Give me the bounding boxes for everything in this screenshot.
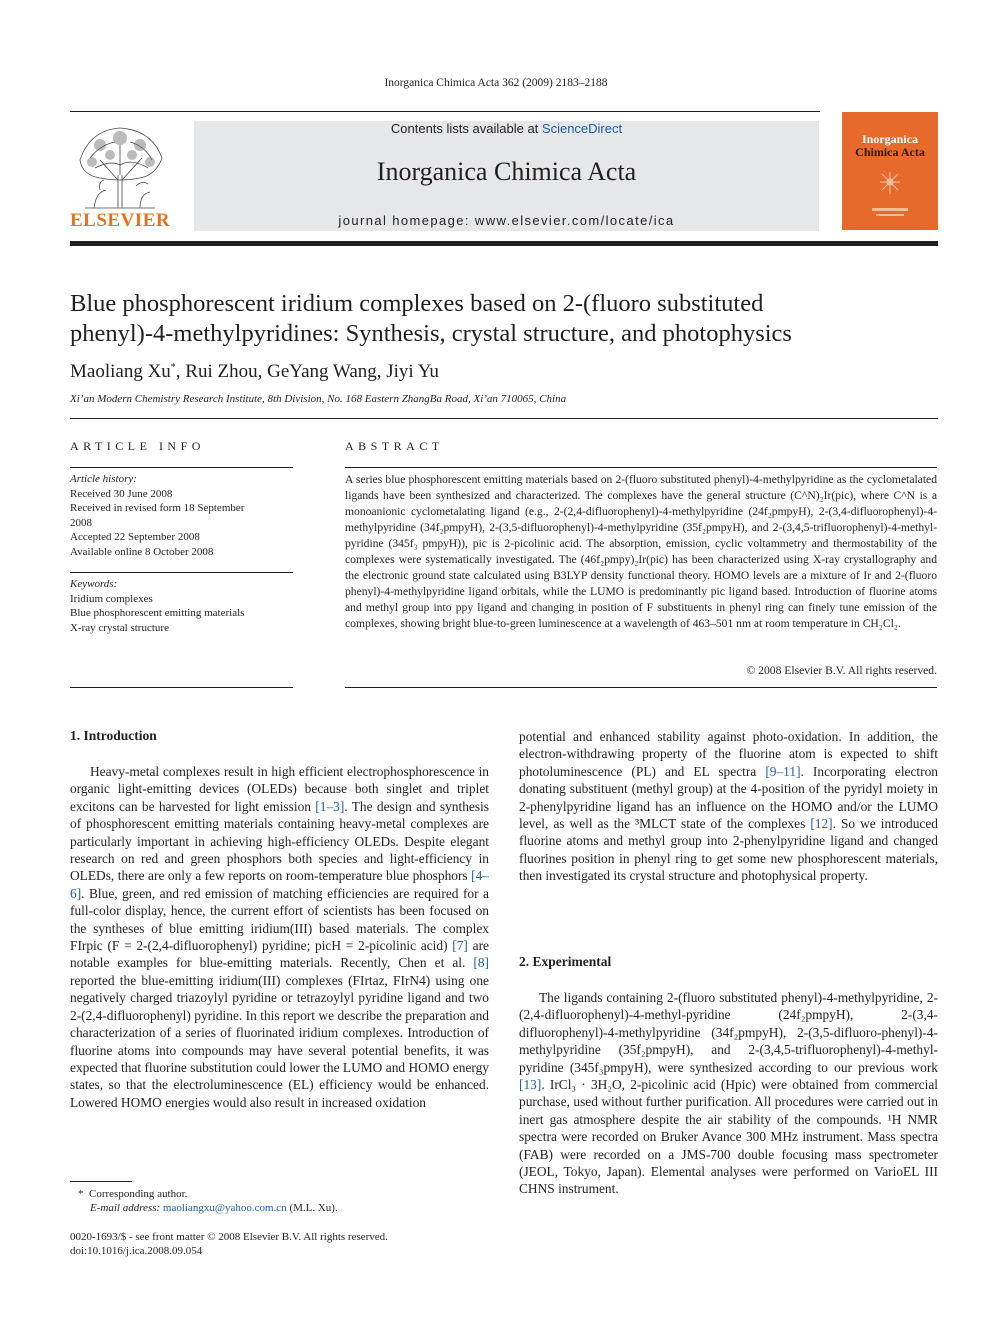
- cover-title-line1: Inorganica: [861, 132, 918, 146]
- page-footer: [70, 1230, 388, 1258]
- cover-title-line2: Chimica Acta: [855, 145, 925, 159]
- contents-prefix: Contents lists available at: [390, 121, 542, 136]
- intro-text: Heavy-metal complexes result in high efficient electrophosphorescence in organic light-emitting devices (OLEDs) because both singlet and triplet excitons can be harvested for light emission: [70, 764, 489, 814]
- intro-text: . The design and synthesis of phosphorescent emitting materials containing heavy-metal complexes are particularly important in achieving high-efficiency OLEDs. Despite elegant research on red and green phosphors both species and light-efficiency in OLEDs, there are only a few reports on room-temperature blue phosphors: [70, 798, 489, 884]
- footnote-rule: [70, 1181, 132, 1182]
- issn-line: 0020-1693/$ - see front matter © 2008 Elsevier B.V. All rights reserved.: [70, 1231, 388, 1243]
- info-rule-3: [70, 687, 293, 688]
- info-rule-2: [70, 572, 293, 573]
- abstract-heading: ABSTRACT: [345, 439, 444, 453]
- email-suffix: (M.L. Xu).: [286, 1202, 338, 1214]
- cover-art: [842, 112, 938, 230]
- journal-citation: Inorganica Chimica Acta 362 (2009) 2183–2188: [384, 77, 608, 89]
- title-rule: [70, 418, 938, 419]
- author-list: [70, 361, 439, 383]
- corresponding-author-note: Corresponding author.: [89, 1188, 188, 1200]
- first-author[interactable]: Maoliang Xu: [70, 361, 171, 382]
- history-label: Article history:: [70, 473, 137, 485]
- abstract-text: A series blue phosphorescent emitting materials based on 2-(fluoro substituted phenyl)-4-methylpyridine as the cyclometalated ligands have been synthesized and characterized. The complexes have the general structure (C^N)₂Ir(pic), where C^N is a monoanionic cyclometalating ligand (e.g., 2-(2,4-difluorophenyl)-4-methylpyridine (24f₂pmpyH), 2-(3,4-difluorophenyl)-4-methylpyridine (34f₂pmpyH), 2-(3,5-difluorophenyl)-4-methylpyridine (35f₂pmpyH), and 2-(3,4,5-trifluorophenyl)-4-methyl-pyridine (345f₃ pmpyH)), pic is 2-picolinic acid. The absorption, emission, cyclic voltammetry and thermostability of the complexes were systematically investigated. The (46f₂pmpy)₂Ir(pic) has been characterized using X-ray crystallography and the electronic ground state calculated using B3LYP density functional theory. HOMO levels are a mixture of Ir and 2-(fluoro phenyl)-4-methylpyridine ligand orbitals, while the LUMO is predominantly pic ligand based. Introduction of fluorine atoms and methyl group into ppy ligand and changing in position of F substituents in phenyl ring can finely tune emission of the complexes, showing bright blue-to-green luminescence at a wavelength of 463–501 nm at room temperature in CH₂Cl₂.: [345, 473, 937, 630]
- history-item: 2008: [70, 516, 92, 529]
- abstract-copyright: © 2008 Elsevier B.V. All rights reserved.: [746, 664, 937, 677]
- experimental-text: . IrCl₃ · 3H₂O, 2-picolinic acid (Hpic) were obtained from commercial purchase, used without further purification. All procedures were carried out in inert gas atmosphere despite the air stability of the compounds. ¹H NMR spectra were recorded on Bruker Avance 300 MHz instrument. Mass spectra (FAB) were recorded on a JMS-700 double focusing mass spectrometer (JEOL, Tokyo, Japan). Elemental analyses were performed on VarioEL III CHNS instrument.: [519, 1077, 938, 1197]
- intro-text: . So we introduced fluorine atoms and methyl group into 2-phenylpyridine ligand and changed fluorines position in phenyl ring to get some new phosphorescent materials, then investigated its crystal structure and photophysical property.: [519, 816, 938, 884]
- experimental-text: The ligands containing 2-(fluoro substituted phenyl)-4-methylpyridine, 2-(2,4-difluorophenyl)-4-methyl-pyridine (24f₂pmpyH), 2-(3,4-difluorophenyl)-4-methylpyridine (34f₂pmpyH), 2-(3,5-difluoro-phenyl)-4-methylpyridine (35f₂pmpyH), and 2-(3,4,5-trifluorophenyl)-4-methyl-pyridine (345f₃pmpyH), were synthesized according to our previous work: [519, 990, 938, 1075]
- reference-link[interactable]: [4–6]: [70, 868, 489, 901]
- sciencedirect-link[interactable]: ScienceDirect: [541, 121, 623, 136]
- email-label: E-mail address:: [90, 1202, 161, 1214]
- reference-link[interactable]: [9–11]: [765, 763, 801, 779]
- intro-text: are notable examples for blue-emitting materials. Recently, Chen et al.: [70, 938, 489, 971]
- intro-text: reported the blue-emitting iridium(III) complexes (FIrtaz, FIrN4) using one negatively charged triazoylyl pyridine or tetrazoylyl pyridine ligand and two 2-(2,4-difluorophenyl) pyridine. In this report we describe the preparation and characterization of a series of fluorinated iridium complexes. Introduction of fluorine atoms into compounds may have several potential benefits, it was expected that fluorine substitution could lower the LUMO and HOMO energy states, so that the electroluminescence (EL) efficiency would be enhanced. Lowered HOMO energies would also result in increased oxidation: [70, 972, 489, 1110]
- journal-name: Inorganica Chimica Acta: [376, 157, 637, 186]
- intro-text: potential and enhanced stability against photo-oxidation. In addition, the electron-withdrawing property of the fluorine atom is expected to shift photoluminescence (PL) and EL spectra: [519, 729, 938, 779]
- keywords: [70, 577, 293, 635]
- history-item: Received 30 June 2008: [70, 487, 173, 500]
- footnote: [78, 1187, 488, 1215]
- journal-homepage[interactable]: journal homepage: www.elsevier.com/locate/ica: [338, 213, 675, 228]
- other-authors: , Rui Zhou, GeYang Wang, Jiyi Yu: [175, 361, 439, 382]
- title-line-1: Blue phosphorescent iridium complexes based on 2-(fluoro substituted: [70, 290, 764, 317]
- title-line-2: phenyl)-4-methylpyridines: Synthesis, crystal structure, and photophysics: [70, 320, 792, 347]
- reference-link[interactable]: [8]: [473, 955, 489, 971]
- info-rule-1: [70, 467, 293, 468]
- contents-line: [194, 121, 819, 136]
- history-item: Available online 8 October 2008: [70, 545, 214, 558]
- intro-text: . Incorporating electron donating substituent (methyl group) at the 4-position of the pyridyl moiety in 2-phenylpyridine ligand has an influence on the HOMO and/or the LUMO level, as well as the ³MLCT state of the complexes: [519, 763, 938, 832]
- section-heading-experimental: 2. Experimental: [519, 954, 612, 969]
- article-title: [70, 289, 930, 349]
- elsevier-wordmark: ELSEVIER: [70, 210, 171, 231]
- journal-cover-image: [842, 112, 938, 230]
- affiliation: Xi’an Modern Chemistry Research Institute, 8th Division, No. 168 Eastern ZhangBa Road, Xi’an 710065, China: [70, 393, 567, 405]
- keywords-label: Keywords:: [70, 578, 118, 590]
- doi-line[interactable]: doi:10.1016/j.ica.2008.09.054: [70, 1245, 203, 1257]
- history-item: Accepted 22 September 2008: [70, 531, 200, 543]
- intro-text: . Blue, green, and red emission of matching efficiencies are required for a full-color display, hence, the current effort of scientists has been focused on the syntheses of blue emitting iridium(III) based materials. The complex FIrpic (F = 2-(2,4-difluorophenyl) pyridine; picH = 2-picolinic acid): [70, 885, 489, 954]
- header-rule: [70, 111, 820, 112]
- intro-paragraph: [70, 763, 489, 1111]
- abstract-rule-bottom: [345, 687, 937, 688]
- email-link[interactable]: maoliangxu@yahoo.com.cn: [162, 1202, 287, 1214]
- keyword: Iridium complexes: [70, 592, 153, 605]
- reference-link[interactable]: [13]: [519, 1077, 542, 1093]
- corresponding-mark[interactable]: *: [170, 362, 176, 373]
- article-info-heading: ARTICLE INFO: [70, 439, 205, 453]
- reference-link[interactable]: [12]: [810, 816, 833, 832]
- article-history: [70, 472, 293, 559]
- reference-link[interactable]: [7]: [452, 938, 468, 954]
- footnote-mark: *: [78, 1188, 84, 1200]
- experimental-paragraph: [519, 989, 938, 1198]
- header-thick-rule: [70, 241, 938, 246]
- abstract-rule-top: [345, 467, 937, 468]
- intro-continued: [519, 728, 938, 885]
- section-heading-introduction: 1. Introduction: [70, 728, 157, 743]
- history-item: Received in revised form 18 September: [70, 502, 245, 514]
- keyword: X-ray crystal structure: [70, 621, 169, 634]
- keyword: Blue phosphorescent emitting materials: [70, 607, 245, 619]
- reference-link[interactable]: [1–3]: [315, 798, 345, 814]
